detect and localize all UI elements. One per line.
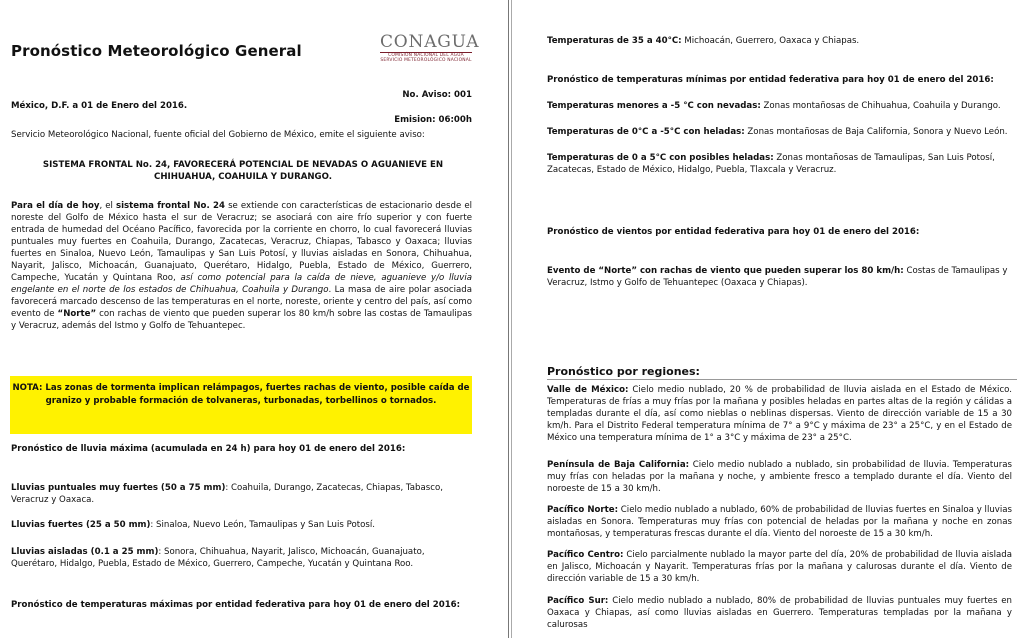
- tmin-zones: Zonas montañosas de Baja California, Sonora y Nuevo León.: [744, 127, 1008, 137]
- rain-label: Lluvias puntuales muy fuertes (50 a 75 mm): [11, 483, 226, 493]
- wind-item: [547, 265, 1009, 289]
- wind-label: Evento de “Norte” con rachas de viento que pueden superar los 80 km/h:: [547, 266, 904, 276]
- headline: SISTEMA FRONTAL No. 24, FAVORECERÁ POTENCIAL DE NEVADAS O AGUANIEVE EN CHIHUAHUA, COAHUILA Y DURANGO.: [42, 160, 444, 182]
- page-title: Pronóstico Meteorológico General: [11, 42, 302, 60]
- right-page: [512, 0, 1023, 638]
- para-lead: Para el día de hoy: [11, 201, 100, 211]
- rain-states: : Sonora, Chihuahua, Nayarit, Jalisco, Michoacán, Guanajuato, Querétaro, Hidalgo, Puebla, Estado de México, Guerrero, Campeche, Yucatán y Quintana Roo.: [11, 547, 425, 569]
- tmin-item-frost: [547, 126, 1009, 138]
- tmin-item-possible-frost: [547, 152, 1009, 176]
- tmax-item: [547, 35, 1009, 47]
- rain-item-very-heavy: [11, 482, 472, 506]
- region-forecast: Cielo medio nublado a nublado, sin probabilidad de lluvia. Temperaturas muy frías con heladas por la mañana y noche, y ambiente fresco a templado durante el día. Viento del noroeste de 15 a 30 km/h.: [547, 460, 1013, 494]
- conagua-logo: [380, 32, 480, 63]
- para-part: se extiende con características de estacionario desde el noreste del Golfo de México hasta el sur de Veracruz; se asociará con aire frío superior y con fuerte entrada de humedad del Océano Pacífico, favorecida por la corriente en chorro, lo cual favorecerá lluvias puntuales muy fuertes en Coahuila, Durango, Zacatecas, Veracruz, Chiapas, Tabasco y Oaxaca; lluvias fuertes en Sinaloa, Nuevo León, Tamaulipas y San Luis Potosí, y lluvias aisladas en Sonora, Chihuahua, Nayarit, Jalisco, Michoacán, Guanajuato, Querétaro, Hidalgo, Puebla, Estado de México, Guerrero, Campeche, Yucatán y Quintana Roo,: [11, 201, 472, 283]
- region-valle-de-mexico: [547, 384, 1012, 444]
- region-name: Pacífico Sur:: [547, 596, 609, 606]
- region-pacifico-norte: [547, 504, 1012, 540]
- para-part: . La masa de aire polar asociada favorecerá marcado descenso de las temperaturas en el norte, noreste, oriente y centro del país, así como evento de: [11, 285, 472, 319]
- region-name: Valle de México:: [547, 385, 629, 395]
- rain-label: Lluvias aisladas (0.1 a 25 mm): [11, 547, 159, 557]
- regions-heading: Pronóstico por regiones:: [547, 365, 700, 378]
- para-part: , el: [99, 201, 116, 211]
- region-pacifico-centro: [547, 549, 1012, 585]
- rain-heading: Pronóstico de lluvia máxima (acumulada en 24 h) para hoy 01 de enero del 2016:: [11, 444, 406, 454]
- rain-states: : Coahuila, Durango, Zacatecas, Chiapas, Tabasco, Veracruz y Oaxaca.: [11, 483, 443, 505]
- regions-rule: [547, 379, 1017, 380]
- rain-label: Lluvias fuertes (25 a 50 mm): [11, 520, 151, 530]
- issue-date: México, D.F. a 01 de Enero del 2016.: [11, 101, 188, 111]
- logo-subtitle-1: COMISIÓN NACIONAL DEL AGUA: [388, 53, 464, 58]
- region-forecast: Cielo medio nublado, 20 % de probabilidad de lluvia aislada en el Estado de México. Temperaturas de frías a muy frías por la mañana y posibles heladas en partes altas de la región y cálidas a templadas durante el día, así como nieblas o neblinas dispersas. Viento de dirección variable de 15 a 30 km/h. Para el Distrito Federal temperatura mínima de 7° a 9°C y máxima de 23° a 25°C, y en el Estado de México una temperatura mínima de 1° a 3°C y máxima de 23° a 25°C.: [547, 385, 1013, 443]
- tmin-zones: Zonas montañosas de Tamaulipas, San Luis Potosí, Zacatecas, Estado de México, Hidalgo, Puebla, Tlaxcala y Veracruz.: [547, 153, 995, 175]
- region-name: Península de Baja California:: [547, 460, 690, 470]
- intro-text: Servicio Meteorológico Nacional, fuente oficial del Gobierno de México, emite el siguiente aviso:: [11, 130, 425, 140]
- tmin-item-snow: [547, 100, 1009, 112]
- wind-zones: Costas de Tamaulipas y Veracruz, Istmo y Golfo de Tehuantepec (Oaxaca y Chiapas).: [547, 266, 1008, 288]
- forecast-paragraph: [11, 200, 472, 332]
- para-norte: “Norte”: [57, 309, 97, 319]
- para-snow: así como potencial para la caída de nieve, aguanieve y/o lluvia engelante en el norte de los estados de Chihuahua, Coahuila y Durango: [11, 273, 472, 295]
- tmin-heading: Pronóstico de temperaturas mínimas por entidad federativa para hoy 01 de enero del 2016:: [547, 75, 994, 85]
- nota-box: [10, 376, 472, 434]
- tmax-label: Temperaturas de 35 a 40°C:: [547, 36, 682, 46]
- logo-subtitle-2: SERVICIO METEOROLÓGICO NACIONAL: [380, 58, 472, 63]
- aviso-number: No. Aviso: 001: [402, 90, 472, 100]
- logo-wordmark: CONAGUA: [380, 32, 480, 52]
- tmin-label: Temperaturas de 0°C a -5°C con heladas:: [547, 127, 745, 137]
- region-forecast: Cielo parcialmente nublado la mayor parte del día, 20% de probabilidad de lluvia aislada en Jalisco, Michoacán y Nayarit. Temperaturas frías por la mañana y calurosas durante el día. Viento de dirección variable de 15 a 30 km/h.: [547, 550, 1012, 584]
- region-forecast: Cielo medio nublado a nublado, 60% de probabilidad de lluvias fuertes en Sinaloa y lluvias aisladas en Sonora. Temperaturas muy frías con potencial de heladas por la mañana y noche en zonas montañosas, y temperaturas frescas durante el día. Viento del noroeste de 15 a 30 km/h.: [547, 505, 1012, 539]
- emission-time: Emision: 06:00h: [394, 115, 472, 125]
- tmin-label: Temperaturas menores a -5 °C con nevadas:: [547, 101, 761, 111]
- rain-item-heavy: [11, 519, 472, 531]
- para-system: sistema frontal No. 24: [116, 201, 226, 211]
- tmax-states: Michoacán, Guerrero, Oaxaca y Chiapas.: [681, 36, 860, 46]
- para-part: con rachas de viento que pueden superar los 80 km/h sobre las costas de Tamaulipas y Veracruz, además del Istmo y Golfo de Tehuantepec.: [11, 309, 472, 331]
- nota-text: NOTA: Las zonas de tormenta implican relámpagos, fuertes rachas de viento, posible caída de granizo y probable formación de tolvaneras, turbonadas, torbellinos o tornados.: [12, 383, 470, 406]
- region-pacifico-sur: [547, 595, 1012, 631]
- wind-heading: Pronóstico de vientos por entidad federativa para hoy 01 de enero del 2016:: [547, 227, 920, 237]
- region-forecast: Cielo medio nublado a nublado, 80% de probabilidad de lluvias puntuales muy fuertes en Oaxaca y Chiapas, así como lluvias aisladas en Guerrero. Temperaturas templadas por la mañana y calurosas: [547, 596, 1013, 630]
- tmin-zones: Zonas montañosas de Chihuahua, Coahuila y Durango.: [760, 101, 1001, 111]
- region-name: Pacífico Norte:: [547, 505, 619, 515]
- tmin-label: Temperaturas de 0 a 5°C con posibles heladas:: [547, 153, 774, 163]
- region-baja-california: [547, 459, 1012, 495]
- rain-item-isolated: [11, 546, 472, 570]
- region-name: Pacífico Centro:: [547, 550, 624, 560]
- tmax-heading: Pronóstico de temperaturas máximas por entidad federativa para hoy 01 de enero del 2016:: [11, 600, 461, 610]
- rain-states: : Sinaloa, Nuevo León, Tamaulipas y San Luis Potosí.: [150, 520, 375, 530]
- left-page: [0, 0, 508, 638]
